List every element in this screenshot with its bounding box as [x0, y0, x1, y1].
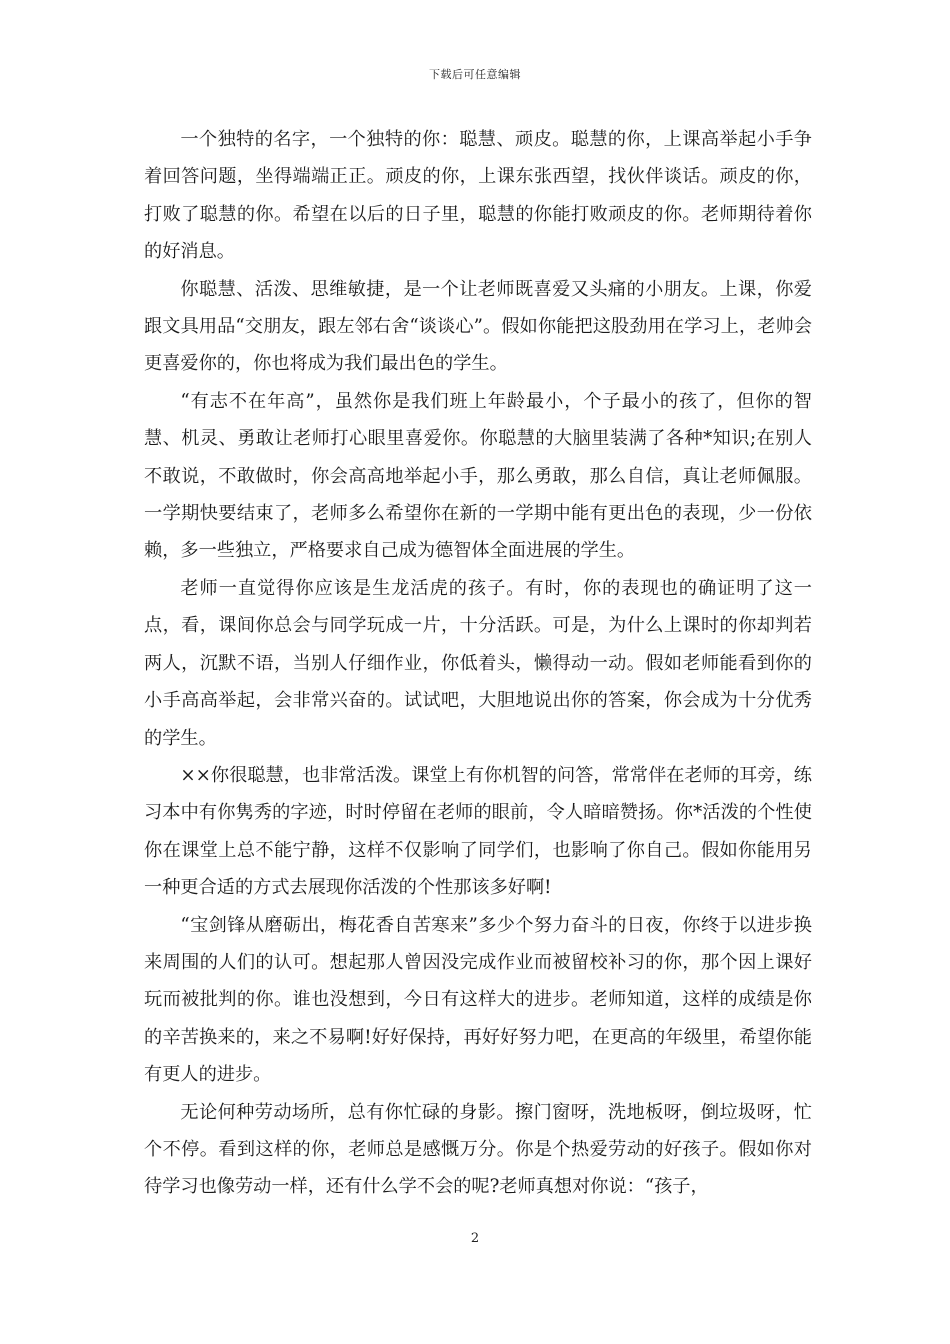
paragraph-4: 老师一直觉得你应该是生龙活虎的孩子。有时，你的表现也的确证明了这一点，看，课间你总会与同学玩成一片，十分活跃。可是，为什么上课时的你却判若两人，沉默不语，当别人仔细作业，你低着头，懒得动一动。假如老师能看到你的小手高高举起，会非常兴奋的。试试吧，大胆地说出你的答案，你会成为十分优秀的学生。	[144, 577, 812, 749]
page-number: 2	[470, 1231, 480, 1246]
paragraph-1: 一个独特的名字，一个独特的你：聪慧、顽皮。聪慧的你，上课高举起小手争着回答问题，坐得端端正正。顽皮的你，上课东张西望，找伙伴谈话。顽皮的你，打败了聪慧的你。希望在以后的日子里，聪慧的你能打败顽皮的你。老师期待着你的好消息。	[144, 129, 812, 263]
paragraph-3: “有志不在年高”，虽然你是我们班上年龄最小，个子最小的孩了，但你的智慧、机灵、勇敢让老师打心眼里喜爱你。你聪慧的大脑里装满了各种*知识;在别人不敢说，不敢做时，你会高高地举起小手，那么勇敢，那么自信，真让老师佩服。一学期快要结束了，老师多么希望你在新的一学期中能有更出色的表现，少一份依赖，多一些独立，严格要求自己成为德智体全面进展的学生。	[144, 390, 812, 562]
paragraph-6: “宝剑锋从磨砺出，梅花香自苦寒来”多少个努力奋斗的日夜，你终于以进步换来周围的人们的认可。想起那人曾因没完成作业而被留校补习的你，那个因上课好玩而被批判的你。谁也没想到，今日有这样大的进步。老师知道，这样的成绩是你的辛苦换来的，来之不易啊!好好保持，再好好努力吧，在更高的年级里，希望你能有更人的进步。	[144, 914, 812, 1086]
paragraph-7: 无论何种劳动场所，总有你忙碌的身影。擦门窗呀，洗地板呀，倒垃圾呀，忙个不停。看到这样的你，老师总是感慨万分。你是个热爱劳动的好孩子。假如你对待学习也像劳动一样，还有什么学不会的呢?老师真想对你说：“孩子，	[144, 1101, 812, 1198]
paragraph-5: ××你很聪慧，也非常活泼。课堂上有你机智的问答，常常伴在老师的耳旁，练习本中有你隽秀的字迹，时时停留在老师的眼前，令人暗暗赞扬。你*活泼的个性使你在课堂上总不能宁静，这样不仅影响了同学们，也影响了你自己。假如你能用另一种更合适的方式去展现你活泼的个性那该多好啊!	[144, 764, 812, 899]
document-body	[144, 121, 812, 1206]
page-header: 下载后可任意编辑	[429, 68, 521, 81]
paragraph-2: 你聪慧、活泼、思维敏捷，是一个让老师既喜爱又头痛的小朋友。上课，你爱跟文具用品“交朋友，跟左邻右舍“谈谈心”。假如你能把这股劲用在学习上，老帅会更喜爱你的，你也将成为我们最出色的学生。	[144, 278, 812, 375]
